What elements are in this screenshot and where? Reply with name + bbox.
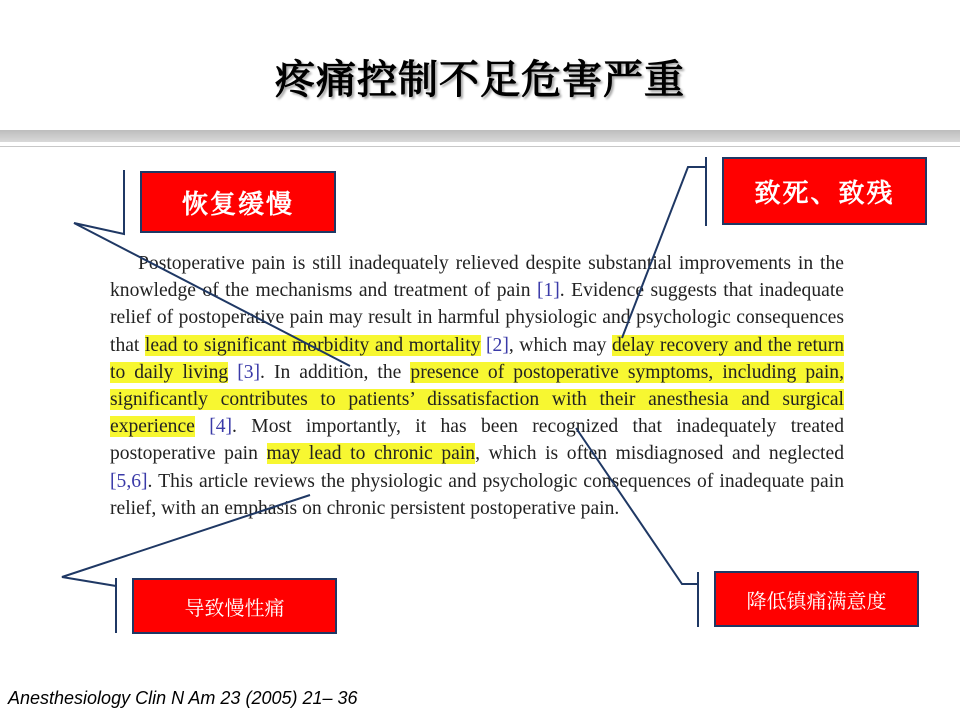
highlight-chronic-pain: may lead to chronic pain	[266, 443, 476, 465]
callout-chronic-pain: 导致慢性痛	[132, 578, 337, 634]
source-citation: Anesthesiology Clin N Am 23 (2005) 21– 36	[8, 688, 358, 708]
highlight-delay-recovery: delay recovery and the return to daily living	[110, 334, 845, 383]
passage-text	[195, 416, 209, 437]
callout-low-satisfaction: 降低镇痛满意度	[714, 571, 919, 627]
passage-text: . In addition, the	[260, 361, 411, 383]
passage-text: , which is often misdiagnosed and neglected	[475, 443, 844, 465]
title-divider	[0, 130, 960, 142]
reference-link: [3]	[237, 361, 261, 383]
highlight-morbidity-mortality: lead to significant morbidity and mortality	[144, 334, 481, 356]
reference-link: [4]	[209, 416, 233, 438]
passage-text	[228, 362, 237, 383]
passage-text: , which may	[508, 334, 612, 356]
passage-text: . Evidence suggests that inadequate relief of postoperative pain may result in harmful physiologic and psychologic consequences that	[110, 280, 844, 356]
reference-link: [5,6]	[110, 470, 148, 492]
title-divider-thin	[0, 146, 960, 147]
passage-text: Postoperative pain is still inadequately relieved despite substantial improvements in the knowledge of the mechanisms and treatment of pain	[110, 253, 844, 302]
slide-title: 疼痛控制不足危害严重	[275, 57, 685, 103]
reference-link: [1]	[536, 280, 560, 302]
excerpt-passage	[110, 250, 844, 522]
callout-slow-recovery: 恢复缓慢	[140, 171, 336, 233]
callout-death-disability: 致死、致残	[722, 157, 927, 225]
highlight-dissatisfaction: presence of postoperative symptoms, including pain, significantly contributes to patients’ dissatisfaction with their anesthesia and surgical experience	[110, 361, 844, 438]
passage-text: . This article reviews the physiologic and psychologic consequences of inadequate pain relief, with an emphasis on chronic persistent postoperative pain.	[110, 470, 844, 519]
passage-text: . Most importantly, it has been recognized that inadequately treated postoperative pain	[110, 416, 844, 465]
reference-link: [2]	[486, 334, 509, 356]
